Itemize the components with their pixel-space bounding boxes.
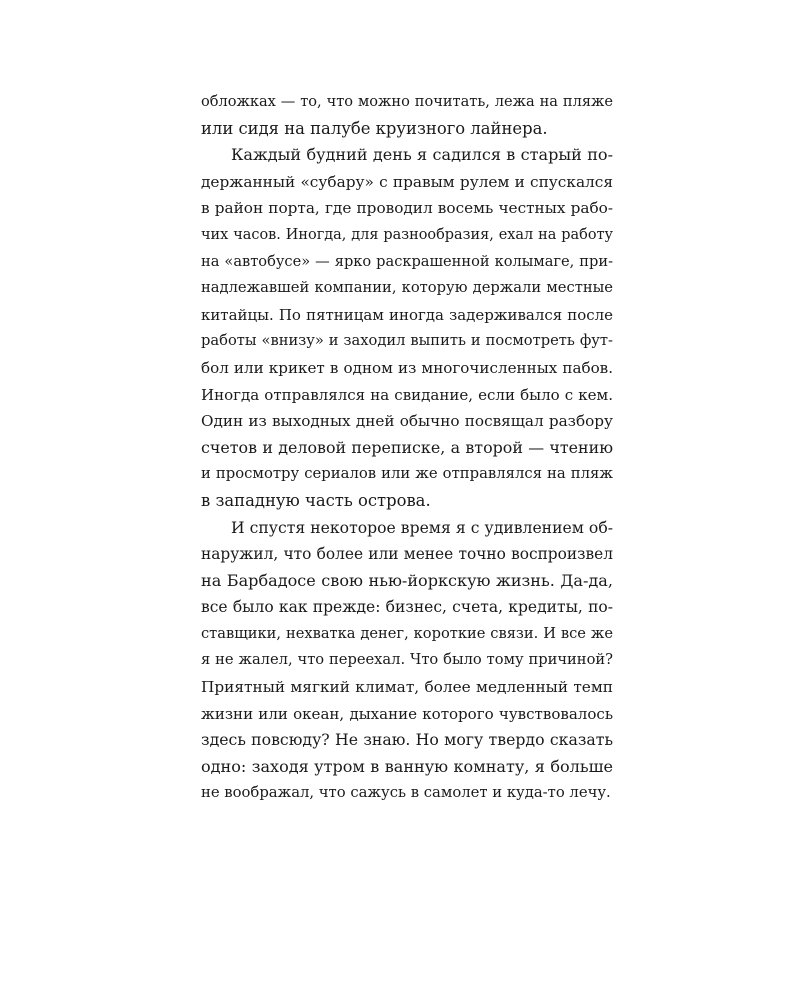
- text-line: в западную часть острова.: [201, 490, 431, 510]
- paragraph: [201, 515, 613, 808]
- text-line: и просмотру сериалов или же отправлялся на пляж: [201, 465, 613, 483]
- text-line: китайцы. По пятницам иногда задерживался после: [201, 305, 613, 324]
- text-line: счетов и деловой переписке, а второй — чтению: [201, 437, 613, 457]
- text-line: одно: заходя утром в ванную комнату, я больше: [201, 756, 613, 776]
- text-line: не воображал, что сажусь в самолет и куда-то лечу.: [201, 784, 611, 802]
- text-line: здесь повсюду? Не знаю. Но могу твердо сказать: [201, 730, 613, 750]
- text-line: Приятный мягкий климат, более медленный темп: [201, 678, 613, 697]
- text-line: держанный «субару» с правым рулем и спускался: [201, 172, 613, 191]
- text-line: я не жалел, что переехал. Что было тому причиной?: [201, 651, 613, 669]
- text-line: жизни или океан, дыхание которого чувствовалось: [201, 704, 613, 723]
- paragraph: [201, 89, 613, 142]
- text-line: чих часов. Иногда, для разнообразия, ехал на работу: [201, 226, 613, 243]
- text-line: в район порта, где проводил восемь честных рабо-: [201, 199, 613, 218]
- text-line: И спустя некоторое время я с удивлением об-: [231, 518, 613, 537]
- paragraph: [201, 142, 613, 514]
- text-line: на «автобусе» — ярко раскрашенной колымаге, при-: [201, 252, 613, 270]
- text-line: ставщики, нехватка денег, короткие связи. И все же: [201, 624, 613, 642]
- text-line: все было как прежде: бизнес, счета, кредиты, по-: [201, 598, 613, 617]
- text-line: Иногда отправлялся на свидание, если было с кем.: [201, 385, 613, 404]
- text-line: Один из выходных дней обычно посвящал разбору: [201, 412, 613, 431]
- text-line: бол или крикет в одном из многочисленных пабов.: [201, 358, 613, 377]
- body-text: [201, 89, 613, 807]
- text-line: на Барбадосе свою нью-йоркскую жизнь. Да-да,: [201, 570, 613, 590]
- text-line: работы «внизу» и заходил выпить и посмотреть фут-: [201, 332, 613, 350]
- text-line: Каждый будний день я садился в старый по-: [231, 145, 613, 165]
- text-line: наружил, что более или менее точно воспроизвел: [201, 545, 613, 564]
- text-line: обложках — то, что можно почитать, лежа на пляже: [201, 93, 613, 110]
- text-line: надлежавшей компании, которую держали местные: [201, 279, 613, 297]
- text-line: или сидя на палубе круизного лайнера.: [201, 118, 548, 138]
